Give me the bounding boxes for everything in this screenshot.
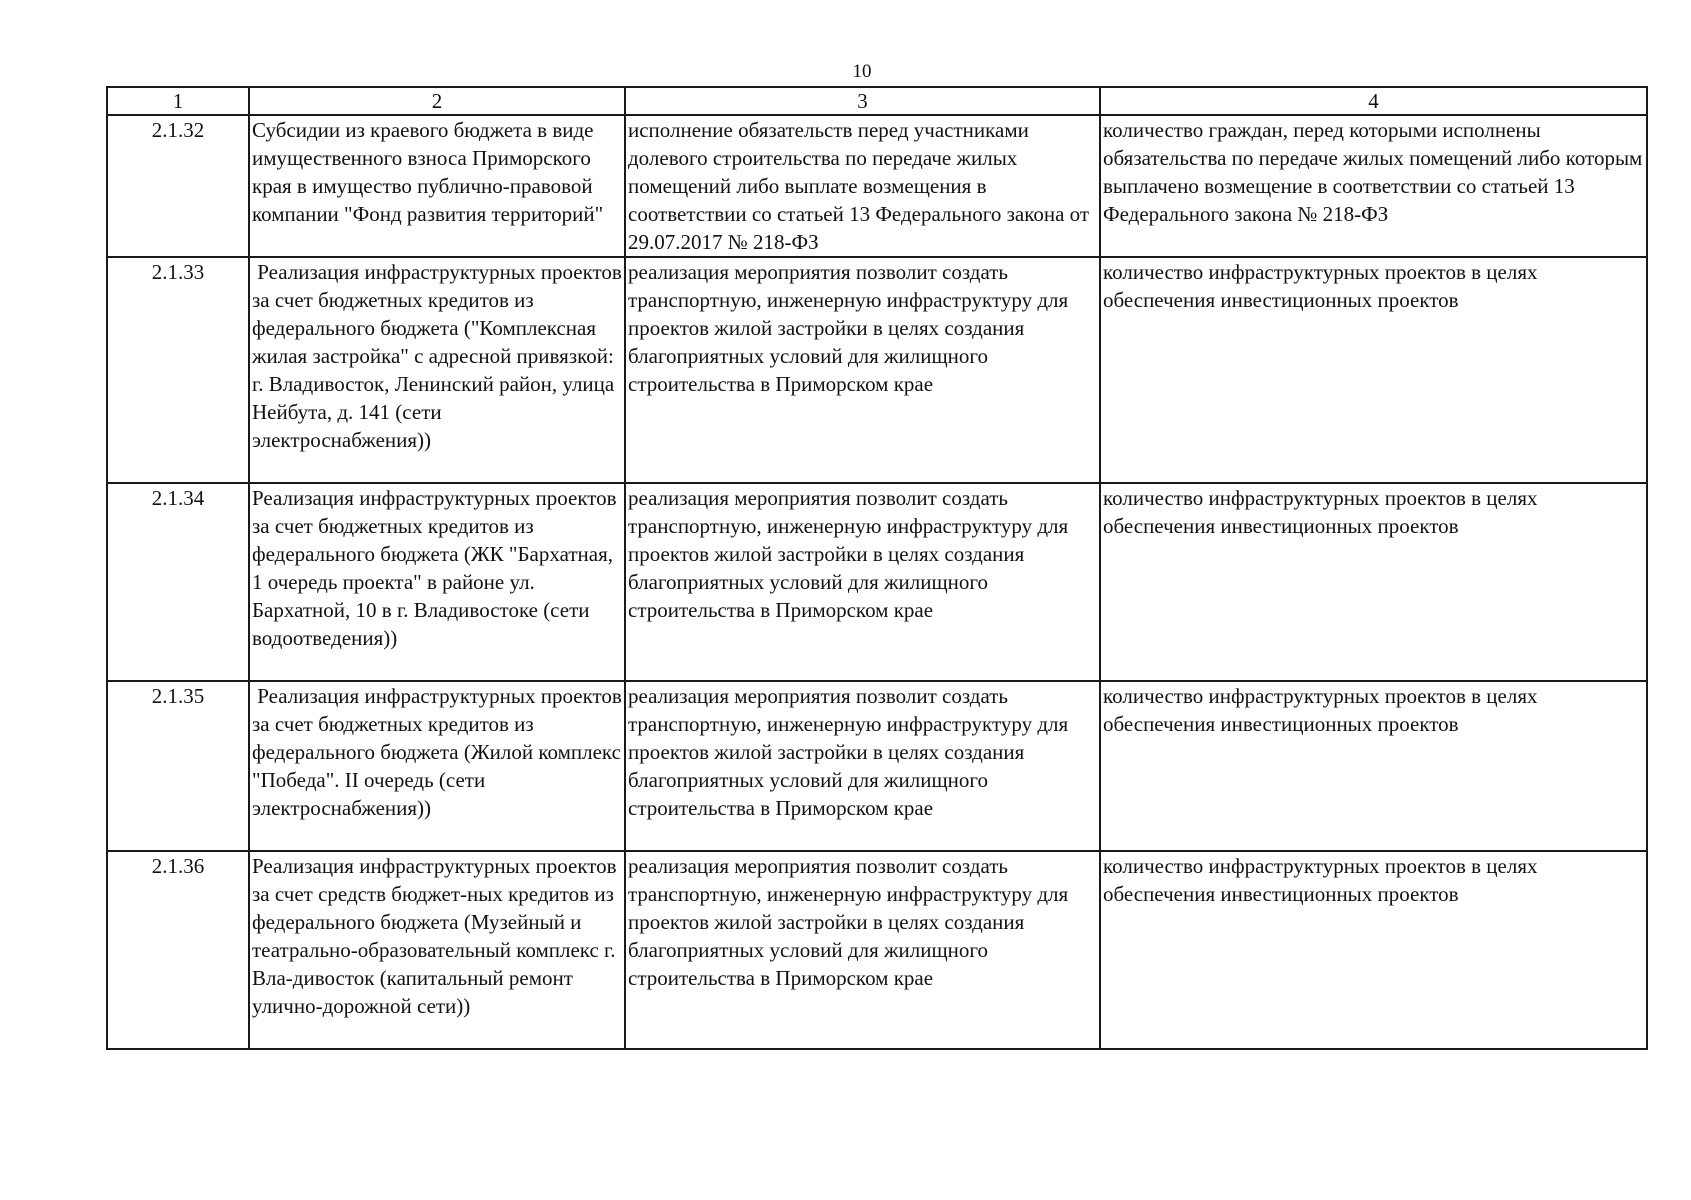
table-row [107, 257, 1647, 483]
indicator: количество инфраструктурных проектов в целях обеспечения инвестиционных проектов [1100, 257, 1647, 483]
row-number: 2.1.32 [107, 115, 249, 257]
column-header-2: 2 [249, 87, 625, 115]
row-number: 2.1.33 [107, 257, 249, 483]
column-header-3: 3 [625, 87, 1100, 115]
measure-name: Реализация инфраструктурных проектов за счет средств бюджет-ных кредитов из федерального бюджета (Музейный и театрально-образовательный комплекс г. Вла-дивосток (капитальный ремонт улично-дорожной сети)) [249, 851, 625, 1049]
measures-table [106, 86, 1648, 1050]
table-row [107, 851, 1647, 1049]
indicator: количество инфраструктурных проектов в целях обеспечения инвестиционных проектов [1100, 851, 1647, 1049]
expected-result: реализация мероприятия позволит создать транспортную, инженерную инфраструктуру для проектов жилой застройки в целях создания благоприятных условий для жилищного строительства в Приморском крае [625, 483, 1100, 681]
indicator: количество инфраструктурных проектов в целях обеспечения инвестиционных проектов [1100, 483, 1647, 681]
table-row [107, 681, 1647, 851]
measure-name: Реализация инфраструктурных проектов за счет бюджетных кредитов из федерального бюджета ("Комплексная жилая застройка" с адресной привязкой: г. Владивосток, Ленинский район, улица Нейбута, д. 141 (сети электроснабжения)) [249, 257, 625, 483]
measure-name: Субсидии из краевого бюджета в виде имущественного взноса Приморского края в имущество публично-правовой компании "Фонд развития территорий" [249, 115, 625, 257]
row-number: 2.1.36 [107, 851, 249, 1049]
table-header-row [107, 87, 1647, 115]
measure-name: Реализация инфраструктурных проектов за счет бюджетных кредитов из федерального бюджета (ЖК "Бархатная, 1 очередь проекта" в районе ул. Бархатной, 10 в г. Владивостоке (сети водоотведения)) [249, 483, 625, 681]
expected-result: реализация мероприятия позволит создать транспортную, инженерную инфраструктуру для проектов жилой застройки в целях создания благоприятных условий для жилищного строительства в Приморском крае [625, 681, 1100, 851]
indicator: количество инфраструктурных проектов в целях обеспечения инвестиционных проектов [1100, 681, 1647, 851]
table-row [107, 115, 1647, 257]
column-header-1: 1 [107, 87, 249, 115]
expected-result: исполнение обязательств перед участниками долевого строительства по передаче жилых помещений либо выплате возмещения в соответствии со статьей 13 Федерального закона от 29.07.2017 № 218-ФЗ [625, 115, 1100, 257]
indicator: количество граждан, перед которыми исполнены обязательства по передаче жилых помещений либо которым выплачено возмещение в соответствии со статьей 13 Федерального закона № 218-ФЗ [1100, 115, 1647, 257]
column-header-4: 4 [1100, 87, 1647, 115]
expected-result: реализация мероприятия позволит создать транспортную, инженерную инфраструктуру для проектов жилой застройки в целях создания благоприятных условий для жилищного строительства в Приморском крае [625, 851, 1100, 1049]
row-number: 2.1.34 [107, 483, 249, 681]
measure-name: Реализация инфраструктурных проектов за счет бюджетных кредитов из федерального бюджета (Жилой комплекс "Победа". II очередь (сети электроснабжения)) [249, 681, 625, 851]
page-number: 10 [852, 61, 872, 82]
expected-result: реализация мероприятия позволит создать транспортную, инженерную инфраструктуру для проектов жилой застройки в целях создания благоприятных условий для жилищного строительства в Приморском крае [625, 257, 1100, 483]
table-row [107, 483, 1647, 681]
row-number: 2.1.35 [107, 681, 249, 851]
